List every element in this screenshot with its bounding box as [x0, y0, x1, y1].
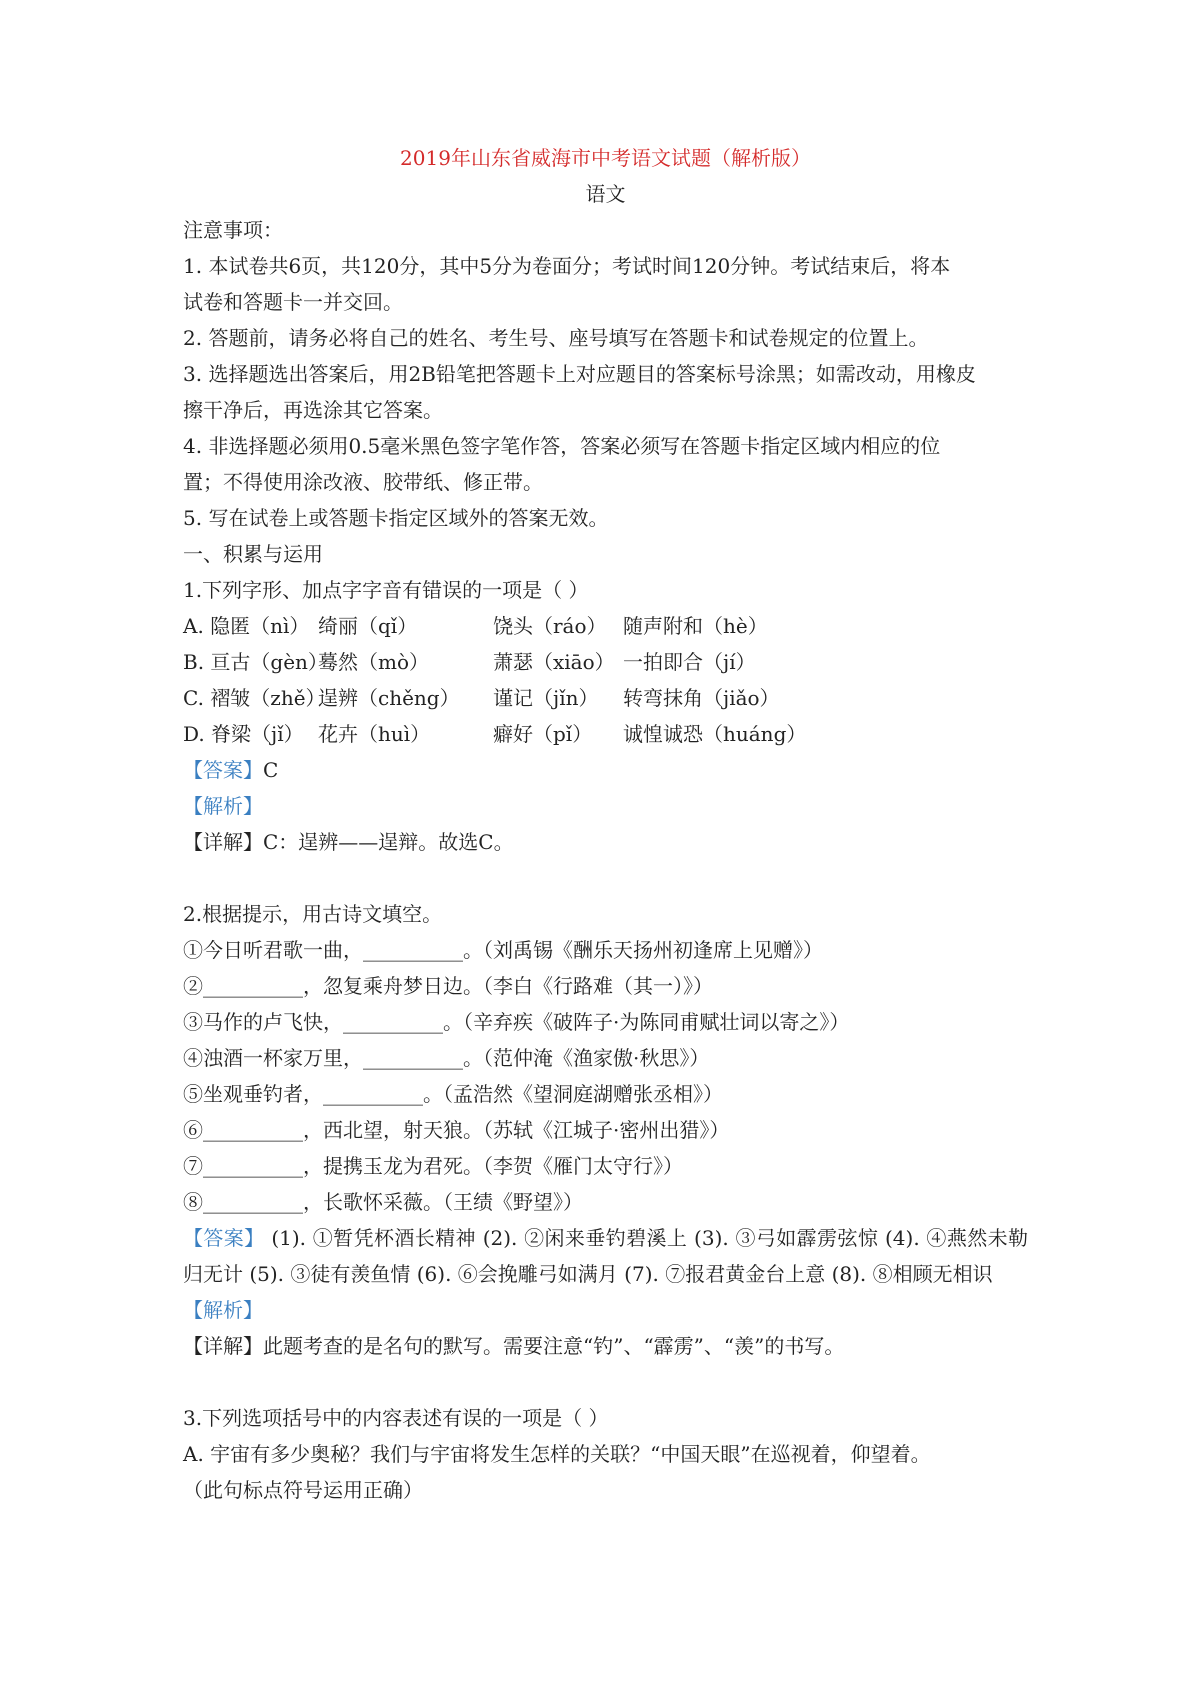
- notice-line: 3. 选择题选出答案后，用2B铅笔把答题卡上对应题目的答案标号涂黑；如需改动，用橡皮: [183, 362, 976, 386]
- question-3-option-a: A. 宇宙有多少奥秘？我们与宇宙将发生怎样的关联？“中国天眼”在巡视着，仰望着。: [183, 1442, 931, 1466]
- question-1-option-a: [183, 608, 1028, 644]
- notice-line: 2. 答题前，请务必将自己的姓名、考生号、座号填写在答题卡和试卷规定的位置上。: [183, 326, 929, 350]
- question-1-analysis-tag: 【解析】: [183, 794, 263, 818]
- option-cell: 随声附和（hè）: [623, 614, 768, 638]
- notice-line: 1. 本试卷共6页，共120分，其中5分为卷面分；考试时间120分钟。考试结束后，将本: [183, 254, 951, 278]
- question-1-detail: 【详解】C：逞辨——逞辩。故选C。: [183, 830, 514, 854]
- question-2-item: ⑧__________，长歌怀采薇。（王绩《野望》）: [183, 1190, 583, 1214]
- question-2-stem: 2.根据提示，用古诗文填空。: [183, 902, 443, 926]
- option-cell: D. 脊梁（jǐ）: [183, 722, 304, 746]
- notice-line: 置；不得使用涂改液、胶带纸、修正带。: [183, 470, 543, 494]
- notice-line: 4. 非选择题必须用0.5毫米黑色签字笔作答，答案必须写在答题卡指定区域内相应的位: [183, 434, 941, 458]
- option-cell: C. 褶皱（zhě）: [183, 686, 326, 710]
- question-2-item: ①今日听君歌一曲，__________。（刘禹锡《酬乐天扬州初逢席上见赠》）: [183, 938, 823, 962]
- option-cell: A. 隐匿（nì）: [183, 614, 310, 638]
- section-heading: 一、积累与运用: [183, 542, 323, 566]
- option-cell: 转弯抹角（jiǎo）: [623, 686, 780, 710]
- option-cell: 诚惶诚恐（huáng）: [623, 722, 807, 746]
- question-1-option-c: [183, 680, 1028, 716]
- option-cell: 癖好（pǐ）: [493, 722, 593, 746]
- question-2-item: ④浊酒一杯家万里，__________。（范仲淹《渔家傲·秋思》）: [183, 1046, 710, 1070]
- spacer: [183, 860, 1028, 896]
- option-cell: 谨记（jǐn）: [493, 686, 599, 710]
- option-cell: 绮丽（qǐ）: [318, 614, 418, 638]
- question-2-item: ⑦__________，提携玉龙为君死。（李贺《雁门太守行》）: [183, 1154, 683, 1178]
- option-cell: 萧瑟（xiāo）: [493, 650, 615, 674]
- question-2-item: ③马作的卢飞快，__________。（辛弃疾《破阵子·为陈同甫赋壮词以寄之》）: [183, 1010, 850, 1034]
- question-2-item: ⑥__________，西北望，射天狼。（苏轼《江城子·密州出猎》）: [183, 1118, 730, 1142]
- document-title: 2019年山东省威海市中考语文试题（解析版）: [400, 146, 811, 170]
- question-1-answer: [183, 752, 1028, 788]
- subject-label: 语文: [585, 182, 626, 206]
- answer-tag: 【答案】: [183, 1226, 265, 1250]
- option-cell: 饶头（ráo）: [493, 614, 607, 638]
- option-cell: 花卉（huì）: [318, 722, 431, 746]
- option-cell: 蓦然（mò）: [318, 650, 430, 674]
- option-cell: 一拍即合（jí）: [623, 650, 756, 674]
- question-2-item: ⑤坐观垂钓者，__________。（孟浩然《望洞庭湖赠张丞相》）: [183, 1082, 723, 1106]
- answer-tag: 【答案】: [183, 758, 263, 782]
- option-cell: 逞辨（chěng）: [318, 686, 460, 710]
- question-1-option-d: [183, 716, 1028, 752]
- question-3-option-a-note: （此句标点符号运用正确）: [183, 1478, 423, 1502]
- question-2-answer: [183, 1220, 1028, 1292]
- question-2-analysis-tag: 【解析】: [183, 1298, 263, 1322]
- question-2-item: ②__________，忽复乘舟梦日边。（李白《行路难（其一）》）: [183, 974, 713, 998]
- notice-heading: 注意事项：: [183, 218, 283, 242]
- document-content: [183, 140, 1028, 1508]
- option-cell: B. 亘古（gèn）: [183, 650, 328, 674]
- answer-value: C: [263, 758, 279, 782]
- notice-line: 擦干净后，再选涂其它答案。: [183, 398, 443, 422]
- question-1-option-b: [183, 644, 1028, 680]
- question-1-stem: 1.下列字形、加点字字音有错误的一项是（ ）: [183, 578, 589, 602]
- question-2-detail: 【详解】此题考查的是名句的默写。需要注意“钓”、“霹雳”、“羡”的书写。: [183, 1334, 845, 1358]
- question-3-stem: 3.下列选项括号中的内容表述有误的一项是（ ）: [183, 1406, 609, 1430]
- notice-line: 5. 写在试卷上或答题卡指定区域外的答案无效。: [183, 506, 609, 530]
- notice-line: 试卷和答题卡一并交回。: [183, 290, 403, 314]
- answer-value: (1). ①暂凭杯酒长精神 (2). ②闲来垂钓碧溪上 (3). ③弓如霹雳弦惊 (4). ④燕然未勒归无计 (5). ③徒有羡鱼情 (6). ⑥会挽雕弓如满月 (7). ⑦报君黄金台上意 (8). ⑧相顾无相识: [183, 1226, 1029, 1286]
- spacer: [183, 1364, 1028, 1400]
